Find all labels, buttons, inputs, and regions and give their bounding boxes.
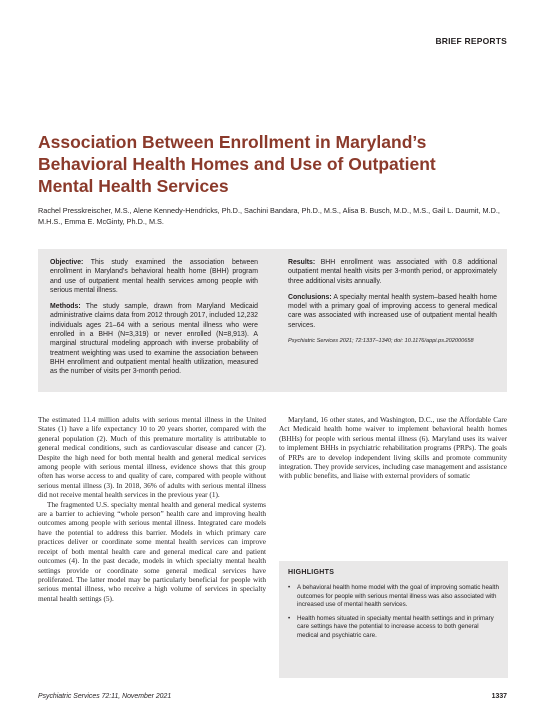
methods-text: The study sample, drawn from Maryland Medicaid administrative claims data from 2012 through 2017, included 12,232 individuals ages 21–64 with a serious mental illness who were enrolled in a BHH (N=3,319) or never enrolled (N=8,913). A marginal structural modeling approach with inverse probability of treatment weighting was used to examine the association between BHH enrollment and outpatient mental health utilization, measured as the number of visits per 3-month period. [50, 303, 259, 376]
footer-journal: Psychiatric Services 72:11, November 2021 [38, 693, 172, 700]
highlights-list [288, 584, 499, 640]
article-title: Association Between Enrollment in Maryland’s Behavioral Health Homes and Use of Outpatient Mental Health Services [38, 132, 436, 196]
body-right-column [279, 415, 507, 481]
body-paragraph-1: The estimated 11.4 million adults with serious mental illness in the United States (1) have a life expectancy 10 to 20 years shorter, compared with the general population (2). Much of this premature mortality is attributable to general medical conditions, such as cardiovascular disease and cancer (2). Despite the high need for both mental health and general medical services among people with serious mental illness, evidence shows that this group often has worse access to and quality of care, compared with people without serious mental illness (3). In 2018, 36% of adults with serious mental illness did not receive mental health services in the previous year (1). [38, 415, 266, 500]
methods-label: Methods: [50, 303, 81, 311]
abstract-box [38, 249, 507, 392]
highlight-item: • A behavioral health home model with the goal of improving somatic health outcomes for people with serious mental illness was also associated with increased use of mental health services. [288, 584, 499, 610]
author-list: Rachel Presskreischer, M.S., Alene Kennedy-Hendricks, Ph.D., Sachini Bandara, Ph.D., M.S., Alisa B. Busch, M.D., M.S., Gail L. Daumit, M.D., M.H.S., Emma E. McGinty, Ph.D., M.S. [38, 206, 500, 226]
objective-text: This study examined the association between enrollment in Maryland’s behavioral health home (BHH) program and use of outpatient mental health services among people with serious mental illness. [50, 259, 258, 294]
body-left-column [38, 415, 266, 603]
abstract-results [288, 258, 497, 286]
abstract-objective [50, 258, 258, 295]
citation-text: Psychiatric Services 2021; 72:1337–1340; doi: 10.1176/appi.ps.202000658 [288, 338, 474, 345]
highlight-item: • Health homes situated in specialty mental health settings and in primary care settings have the potential to increase access to both general medical and psychiatric care. [288, 615, 499, 641]
results-text: BHH enrollment was associated with 0.8 additional outpatient mental health visits per 3-month period, or approximately three additional visits annually. [288, 259, 497, 285]
highlights-box [279, 561, 508, 678]
highlights-title: HIGHLIGHTS [288, 569, 335, 576]
abstract-right-column [288, 258, 497, 352]
conclusions-label: Conclusions: [288, 293, 332, 301]
section-tag: BRIEF REPORTS [435, 36, 507, 46]
results-label: Results: [288, 259, 316, 266]
conclusions-text: A specialty mental health system–based health home model with a primary goal of improving access to general medical care was associated with increased use of outpatient mental health services. [288, 293, 497, 329]
objective-label: Objective: [50, 259, 84, 266]
abstract-left-column [50, 258, 258, 384]
body-paragraph-3: Maryland, 16 other states, and Washington, D.C., use the Affordable Care Act Medicaid health home waiver to implement behavioral health homes (BHHs) for people with serious mental illness (6). Maryland uses its waiver to implement BHHs in psychiatric rehabilitation programs (PRPs). The goals of PRPs are to develop independent living skills and promote community integration. They provide services, including case management and assistance with public benefits, and liaise with external providers of somatic [279, 415, 507, 481]
abstract-methods [50, 302, 258, 376]
page-number: 1337 [491, 693, 507, 700]
body-paragraph-2: The fragmented U.S. specialty mental health and general medical systems are a barrier to achieving “whole person” health care and improving health outcomes among people with serious mental illness. Integrated care models have the potential to address this barrier. Models in which primary care practices deliver or coordinate some mental health services can improve receipt of both mental health care and general medical care and patient outcomes (4). In the past decade, models in which specialty mental health settings provide or coordinate some general medical services have proliferated. The latter model may be particularly beneficial for people with serious mental illness, who receive a high volume of services in specialty mental health settings (5). [38, 499, 266, 603]
citation [288, 337, 497, 345]
abstract-conclusions [288, 293, 497, 330]
